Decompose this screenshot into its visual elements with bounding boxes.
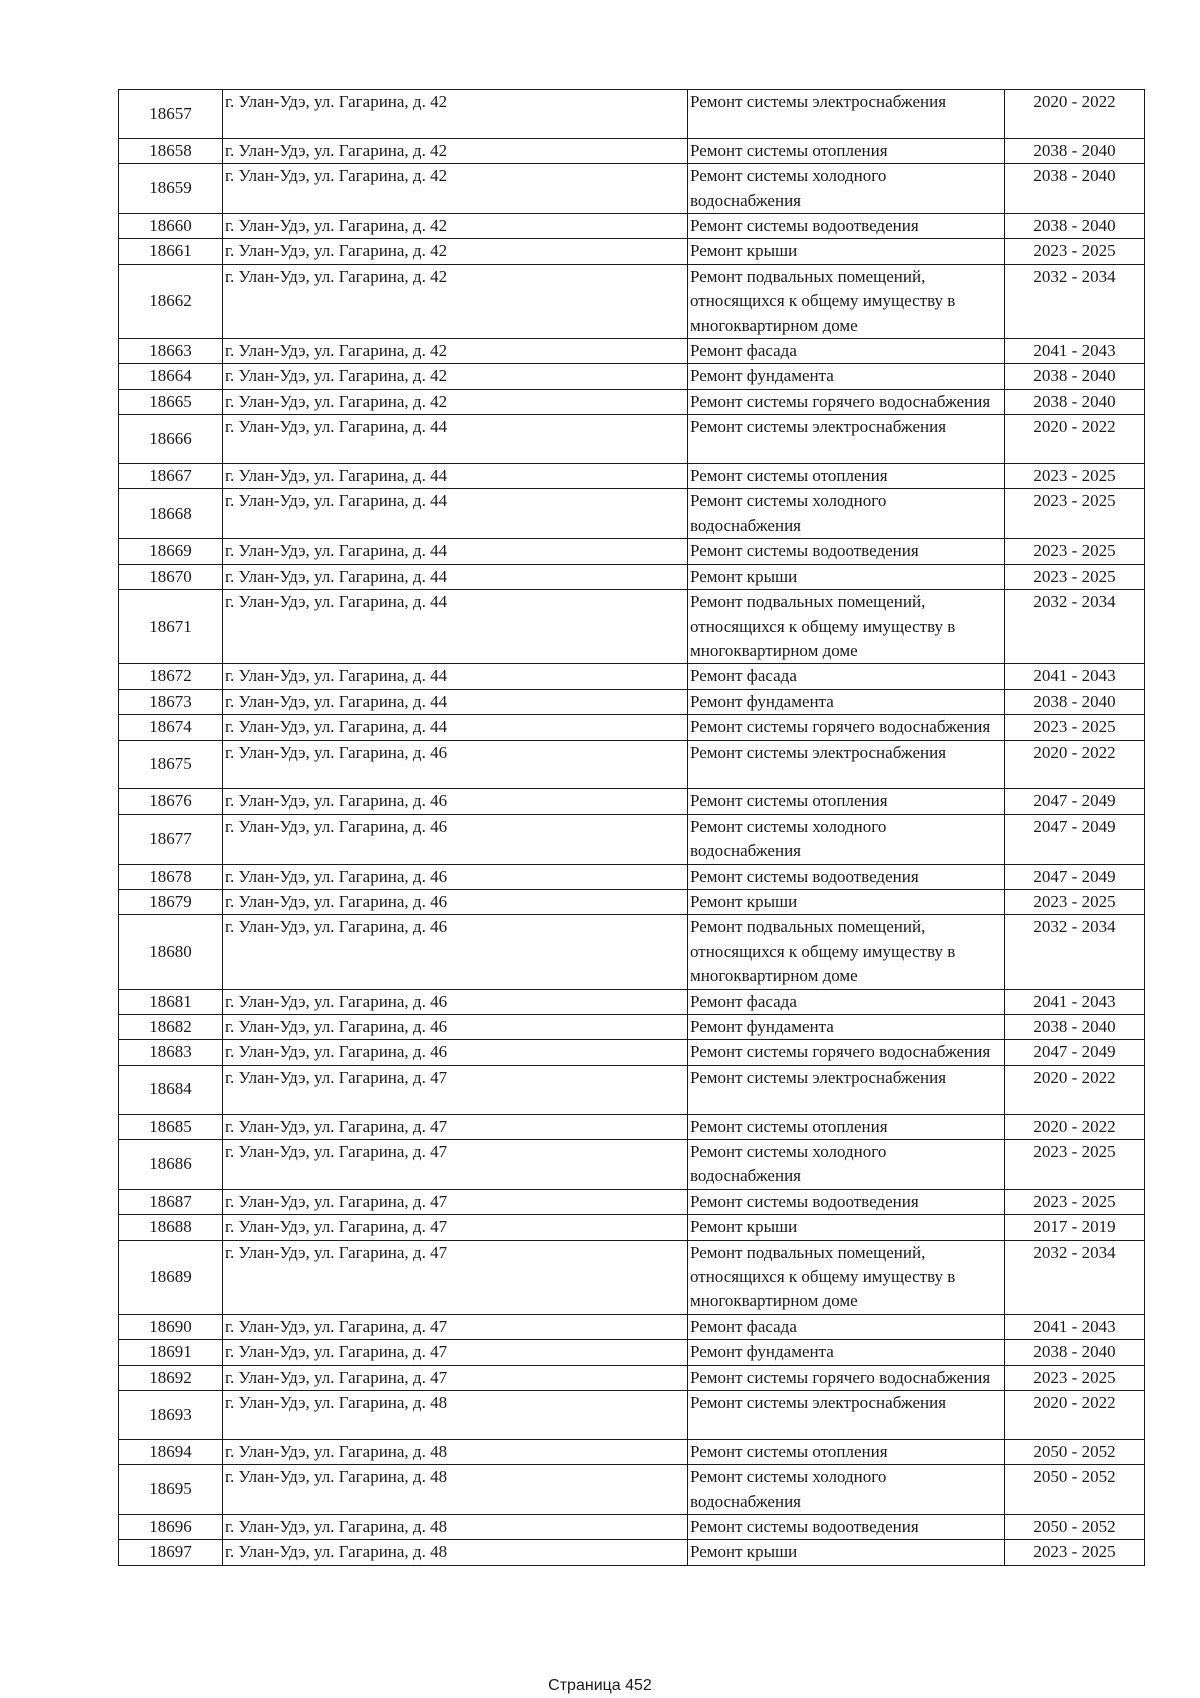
- row-number: 18675: [119, 740, 223, 789]
- work-type-cell: Ремонт системы водоотведения: [688, 864, 1005, 889]
- work-type-cell: Ремонт фундамента: [688, 689, 1005, 714]
- table-row: [119, 789, 1145, 814]
- row-number: 18686: [119, 1140, 223, 1190]
- work-type-cell: Ремонт системы горячего водоснабжения: [688, 389, 1005, 414]
- address-cell: г. Улан-Удэ, ул. Гагарина, д. 48: [223, 1515, 688, 1540]
- address-cell: г. Улан-Удэ, ул. Гагарина, д. 42: [223, 239, 688, 264]
- row-number: 18684: [119, 1065, 223, 1114]
- address-cell: г. Улан-Удэ, ул. Гагарина, д. 44: [223, 464, 688, 489]
- period-cell: 2023 - 2025: [1005, 715, 1145, 740]
- table-row: [119, 814, 1145, 864]
- row-number: 18693: [119, 1391, 223, 1440]
- address-cell: г. Улан-Удэ, ул. Гагарина, д. 42: [223, 90, 688, 139]
- row-number: 18690: [119, 1314, 223, 1339]
- address-cell: г. Улан-Удэ, ул. Гагарина, д. 44: [223, 489, 688, 539]
- address-cell: г. Улан-Удэ, ул. Гагарина, д. 44: [223, 539, 688, 564]
- row-number: 18667: [119, 464, 223, 489]
- work-type-cell: Ремонт подвальных помещений, относящихся к общему имуществу в многоквартирном доме: [688, 1240, 1005, 1314]
- period-cell: 2017 - 2019: [1005, 1215, 1145, 1240]
- work-type-cell: Ремонт крыши: [688, 1215, 1005, 1240]
- address-cell: г. Улан-Удэ, ул. Гагарина, д. 42: [223, 164, 688, 214]
- table-row: [119, 1114, 1145, 1139]
- work-type-cell: Ремонт системы холодного водоснабжения: [688, 489, 1005, 539]
- address-cell: г. Улан-Удэ, ул. Гагарина, д. 46: [223, 915, 688, 989]
- address-cell: г. Улан-Удэ, ул. Гагарина, д. 46: [223, 1040, 688, 1065]
- period-cell: 2041 - 2043: [1005, 989, 1145, 1014]
- work-type-cell: Ремонт системы холодного водоснабжения: [688, 1140, 1005, 1190]
- table-row: [119, 339, 1145, 364]
- row-number: 18688: [119, 1215, 223, 1240]
- period-cell: 2047 - 2049: [1005, 789, 1145, 814]
- row-number: 18670: [119, 564, 223, 589]
- row-number: 18677: [119, 814, 223, 864]
- row-number: 18672: [119, 664, 223, 689]
- table-row: [119, 864, 1145, 889]
- period-cell: 2020 - 2022: [1005, 1391, 1145, 1440]
- table-row: [119, 415, 1145, 464]
- work-type-cell: Ремонт системы отопления: [688, 789, 1005, 814]
- period-cell: 2032 - 2034: [1005, 264, 1145, 338]
- address-cell: г. Улан-Удэ, ул. Гагарина, д. 44: [223, 689, 688, 714]
- period-cell: 2023 - 2025: [1005, 1365, 1145, 1390]
- address-cell: г. Улан-Удэ, ул. Гагарина, д. 42: [223, 214, 688, 239]
- period-cell: 2041 - 2043: [1005, 1314, 1145, 1339]
- work-type-cell: Ремонт подвальных помещений, относящихся к общему имуществу в многоквартирном доме: [688, 590, 1005, 664]
- period-cell: 2020 - 2022: [1005, 415, 1145, 464]
- address-cell: г. Улан-Удэ, ул. Гагарина, д. 42: [223, 339, 688, 364]
- address-cell: г. Улан-Удэ, ул. Гагарина, д. 47: [223, 1189, 688, 1214]
- row-number: 18660: [119, 214, 223, 239]
- table-row: [119, 715, 1145, 740]
- work-type-cell: Ремонт фундамента: [688, 1014, 1005, 1039]
- work-type-cell: Ремонт крыши: [688, 889, 1005, 914]
- table-row: [119, 590, 1145, 664]
- row-number: 18689: [119, 1240, 223, 1314]
- period-cell: 2038 - 2040: [1005, 164, 1145, 214]
- work-type-cell: Ремонт крыши: [688, 239, 1005, 264]
- repair-schedule-table: [118, 89, 1145, 1566]
- address-cell: г. Улан-Удэ, ул. Гагарина, д. 46: [223, 814, 688, 864]
- table-row: [119, 664, 1145, 689]
- period-cell: 2023 - 2025: [1005, 1540, 1145, 1565]
- table-row: [119, 1465, 1145, 1515]
- period-cell: 2020 - 2022: [1005, 1065, 1145, 1114]
- work-type-cell: Ремонт крыши: [688, 1540, 1005, 1565]
- row-number: 18664: [119, 364, 223, 389]
- table-row: [119, 740, 1145, 789]
- row-number: 18685: [119, 1114, 223, 1139]
- period-cell: 2038 - 2040: [1005, 138, 1145, 163]
- work-type-cell: Ремонт системы электроснабжения: [688, 740, 1005, 789]
- address-cell: г. Улан-Удэ, ул. Гагарина, д. 44: [223, 664, 688, 689]
- work-type-cell: Ремонт системы отопления: [688, 1439, 1005, 1464]
- period-cell: 2023 - 2025: [1005, 1140, 1145, 1190]
- row-number: 18662: [119, 264, 223, 338]
- period-cell: 2050 - 2052: [1005, 1439, 1145, 1464]
- period-cell: 2020 - 2022: [1005, 90, 1145, 139]
- period-cell: 2047 - 2049: [1005, 864, 1145, 889]
- row-number: 18681: [119, 989, 223, 1014]
- address-cell: г. Улан-Удэ, ул. Гагарина, д. 42: [223, 364, 688, 389]
- address-cell: г. Улан-Удэ, ул. Гагарина, д. 47: [223, 1240, 688, 1314]
- period-cell: 2020 - 2022: [1005, 1114, 1145, 1139]
- table-row: [119, 489, 1145, 539]
- period-cell: 2041 - 2043: [1005, 664, 1145, 689]
- work-type-cell: Ремонт системы отопления: [688, 138, 1005, 163]
- work-type-cell: Ремонт фасада: [688, 989, 1005, 1014]
- row-number: 18691: [119, 1340, 223, 1365]
- work-type-cell: Ремонт системы горячего водоснабжения: [688, 1040, 1005, 1065]
- work-type-cell: Ремонт фундамента: [688, 1340, 1005, 1365]
- work-type-cell: Ремонт фасада: [688, 664, 1005, 689]
- address-cell: г. Улан-Удэ, ул. Гагарина, д. 46: [223, 889, 688, 914]
- work-type-cell: Ремонт системы электроснабжения: [688, 415, 1005, 464]
- table-row: [119, 1365, 1145, 1390]
- work-type-cell: Ремонт системы водоотведения: [688, 1189, 1005, 1214]
- work-type-cell: Ремонт системы водоотведения: [688, 539, 1005, 564]
- table-row: [119, 464, 1145, 489]
- table-row: [119, 364, 1145, 389]
- table-row: [119, 1340, 1145, 1365]
- period-cell: 2023 - 2025: [1005, 889, 1145, 914]
- work-type-cell: Ремонт системы холодного водоснабжения: [688, 1465, 1005, 1515]
- address-cell: г. Улан-Удэ, ул. Гагарина, д. 44: [223, 590, 688, 664]
- table-row: [119, 1540, 1145, 1565]
- period-cell: 2023 - 2025: [1005, 464, 1145, 489]
- address-cell: г. Улан-Удэ, ул. Гагарина, д. 46: [223, 864, 688, 889]
- period-cell: 2038 - 2040: [1005, 214, 1145, 239]
- table-row: [119, 264, 1145, 338]
- period-cell: 2038 - 2040: [1005, 364, 1145, 389]
- row-number: 18678: [119, 864, 223, 889]
- work-type-cell: Ремонт подвальных помещений, относящихся к общему имуществу в многоквартирном доме: [688, 264, 1005, 338]
- address-cell: г. Улан-Удэ, ул. Гагарина, д. 47: [223, 1140, 688, 1190]
- row-number: 18683: [119, 1040, 223, 1065]
- period-cell: 2038 - 2040: [1005, 389, 1145, 414]
- work-type-cell: Ремонт системы холодного водоснабжения: [688, 164, 1005, 214]
- address-cell: г. Улан-Удэ, ул. Гагарина, д. 46: [223, 789, 688, 814]
- table-row: [119, 1240, 1145, 1314]
- row-number: 18694: [119, 1439, 223, 1464]
- work-type-cell: Ремонт фасада: [688, 339, 1005, 364]
- address-cell: г. Улан-Удэ, ул. Гагарина, д. 46: [223, 740, 688, 789]
- work-type-cell: Ремонт системы водоотведения: [688, 1515, 1005, 1540]
- work-type-cell: Ремонт фундамента: [688, 364, 1005, 389]
- table-row: [119, 389, 1145, 414]
- period-cell: 2032 - 2034: [1005, 915, 1145, 989]
- row-number: 18671: [119, 590, 223, 664]
- table-row: [119, 1215, 1145, 1240]
- work-type-cell: Ремонт системы холодного водоснабжения: [688, 814, 1005, 864]
- period-cell: 2023 - 2025: [1005, 1189, 1145, 1214]
- period-cell: 2023 - 2025: [1005, 564, 1145, 589]
- address-cell: г. Улан-Удэ, ул. Гагарина, д. 46: [223, 1014, 688, 1039]
- period-cell: 2023 - 2025: [1005, 489, 1145, 539]
- work-type-cell: Ремонт крыши: [688, 564, 1005, 589]
- work-type-cell: Ремонт подвальных помещений, относящихся к общему имуществу в многоквартирном доме: [688, 915, 1005, 989]
- row-number: 18682: [119, 1014, 223, 1039]
- row-number: 18676: [119, 789, 223, 814]
- work-type-cell: Ремонт системы горячего водоснабжения: [688, 715, 1005, 740]
- table-row: [119, 214, 1145, 239]
- work-type-cell: Ремонт системы электроснабжения: [688, 1065, 1005, 1114]
- address-cell: г. Улан-Удэ, ул. Гагарина, д. 48: [223, 1540, 688, 1565]
- table-row: [119, 138, 1145, 163]
- table-row: [119, 1391, 1145, 1440]
- table-row: [119, 889, 1145, 914]
- table-row: [119, 689, 1145, 714]
- period-cell: 2050 - 2052: [1005, 1465, 1145, 1515]
- address-cell: г. Улан-Удэ, ул. Гагарина, д. 47: [223, 1365, 688, 1390]
- address-cell: г. Улан-Удэ, ул. Гагарина, д. 47: [223, 1314, 688, 1339]
- table-row: [119, 1140, 1145, 1190]
- period-cell: 2038 - 2040: [1005, 1014, 1145, 1039]
- period-cell: 2032 - 2034: [1005, 590, 1145, 664]
- period-cell: 2038 - 2040: [1005, 689, 1145, 714]
- work-type-cell: Ремонт системы отопления: [688, 464, 1005, 489]
- table-row: [119, 1439, 1145, 1464]
- row-number: 18669: [119, 539, 223, 564]
- address-cell: г. Улан-Удэ, ул. Гагарина, д. 42: [223, 264, 688, 338]
- address-cell: г. Улан-Удэ, ул. Гагарина, д. 44: [223, 415, 688, 464]
- table-row: [119, 1515, 1145, 1540]
- address-cell: г. Улан-Удэ, ул. Гагарина, д. 47: [223, 1215, 688, 1240]
- row-number: 18659: [119, 164, 223, 214]
- row-number: 18673: [119, 689, 223, 714]
- address-cell: г. Улан-Удэ, ул. Гагарина, д. 42: [223, 389, 688, 414]
- table-body: [119, 90, 1145, 1566]
- row-number: 18695: [119, 1465, 223, 1515]
- row-number: 18665: [119, 389, 223, 414]
- table-row: [119, 989, 1145, 1014]
- table-row: [119, 164, 1145, 214]
- row-number: 18663: [119, 339, 223, 364]
- table-row: [119, 239, 1145, 264]
- address-cell: г. Улан-Удэ, ул. Гагарина, д. 48: [223, 1465, 688, 1515]
- row-number: 18692: [119, 1365, 223, 1390]
- table-row: [119, 1014, 1145, 1039]
- work-type-cell: Ремонт системы отопления: [688, 1114, 1005, 1139]
- work-type-cell: Ремонт системы электроснабжения: [688, 1391, 1005, 1440]
- row-number: 18661: [119, 239, 223, 264]
- address-cell: г. Улан-Удэ, ул. Гагарина, д. 44: [223, 564, 688, 589]
- address-cell: г. Улан-Удэ, ул. Гагарина, д. 48: [223, 1439, 688, 1464]
- row-number: 18697: [119, 1540, 223, 1565]
- address-cell: г. Улан-Удэ, ул. Гагарина, д. 42: [223, 138, 688, 163]
- address-cell: г. Улан-Удэ, ул. Гагарина, д. 48: [223, 1391, 688, 1440]
- row-number: 18658: [119, 138, 223, 163]
- address-cell: г. Улан-Удэ, ул. Гагарина, д. 47: [223, 1065, 688, 1114]
- table-row: [119, 1314, 1145, 1339]
- period-cell: 2047 - 2049: [1005, 814, 1145, 864]
- row-number: 18680: [119, 915, 223, 989]
- period-cell: 2050 - 2052: [1005, 1515, 1145, 1540]
- row-number: 18666: [119, 415, 223, 464]
- address-cell: г. Улан-Удэ, ул. Гагарина, д. 44: [223, 715, 688, 740]
- work-type-cell: Ремонт системы электроснабжения: [688, 90, 1005, 139]
- row-number: 18687: [119, 1189, 223, 1214]
- address-cell: г. Улан-Удэ, ул. Гагарина, д. 46: [223, 989, 688, 1014]
- row-number: 18674: [119, 715, 223, 740]
- table-row: [119, 1189, 1145, 1214]
- row-number: 18668: [119, 489, 223, 539]
- page-number: Страница 452: [548, 1677, 652, 1694]
- table-row: [119, 1065, 1145, 1114]
- period-cell: 2038 - 2040: [1005, 1340, 1145, 1365]
- table-row: [119, 539, 1145, 564]
- address-cell: г. Улан-Удэ, ул. Гагарина, д. 47: [223, 1340, 688, 1365]
- period-cell: 2041 - 2043: [1005, 339, 1145, 364]
- period-cell: 2023 - 2025: [1005, 239, 1145, 264]
- work-type-cell: Ремонт фасада: [688, 1314, 1005, 1339]
- period-cell: 2023 - 2025: [1005, 539, 1145, 564]
- table-row: [119, 564, 1145, 589]
- work-type-cell: Ремонт системы горячего водоснабжения: [688, 1365, 1005, 1390]
- period-cell: 2047 - 2049: [1005, 1040, 1145, 1065]
- period-cell: 2032 - 2034: [1005, 1240, 1145, 1314]
- address-cell: г. Улан-Удэ, ул. Гагарина, д. 47: [223, 1114, 688, 1139]
- table-row: [119, 1040, 1145, 1065]
- work-type-cell: Ремонт системы водоотведения: [688, 214, 1005, 239]
- period-cell: 2020 - 2022: [1005, 740, 1145, 789]
- row-number: 18679: [119, 889, 223, 914]
- table-row: [119, 915, 1145, 989]
- row-number: 18696: [119, 1515, 223, 1540]
- table-row: [119, 90, 1145, 139]
- row-number: 18657: [119, 90, 223, 139]
